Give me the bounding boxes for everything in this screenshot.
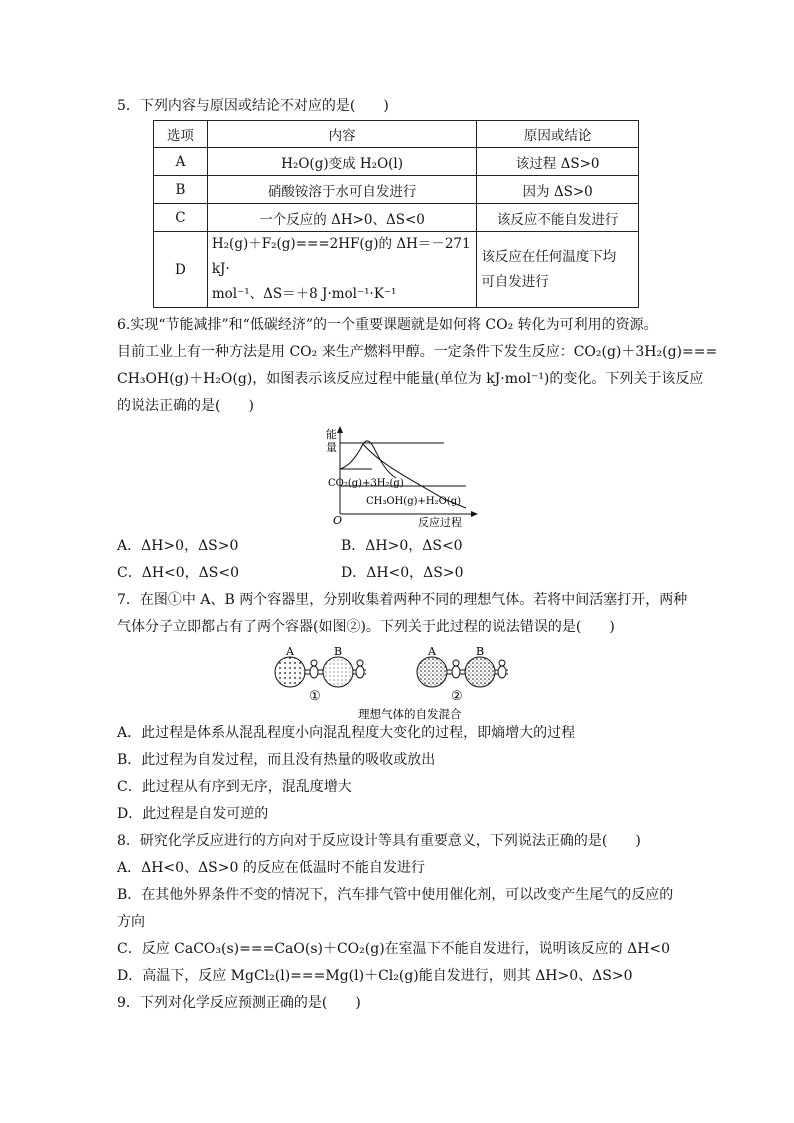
flask-a xyxy=(275,657,305,687)
q7-line: 7．在图①中 A、B 两个容器里，分别收集着两种不同的理想气体。若将中间活塞打开，两种 xyxy=(117,592,688,608)
stopcock-icon xyxy=(310,666,318,678)
q6-line: CH₃OH(g)＋H₂O(g)，如图表示该反应过程中能量(单位为 kJ·mol⁻¹)的变化。下列关于该反应 xyxy=(117,371,704,387)
label-a: A xyxy=(286,646,294,658)
q8-stem: 8．研究化学反应进行的方向对于反应设计等具有重要意义，下列说法正确的是( ) xyxy=(117,833,641,849)
reason-line: 可自发进行 xyxy=(481,273,549,290)
option-cell: D xyxy=(154,232,208,308)
figure-1 xyxy=(275,646,366,704)
stopcock-knob xyxy=(453,660,459,666)
reaction-curve xyxy=(340,441,396,478)
table-row xyxy=(154,204,639,232)
table-row xyxy=(154,232,639,308)
figure-caption: 理想气体的自发混合 xyxy=(358,707,462,721)
q6-option-d: D．ΔH<0，ΔS>0 xyxy=(341,565,464,581)
x-axis-arrow xyxy=(471,511,478,517)
q8-option-d: D．高温下，反应 MgCl₂(l)===Mg(l)＋Cl₂(g)能自发进行，则其 ΔH>0、ΔS>0 xyxy=(117,968,633,984)
table-row xyxy=(154,148,639,176)
option-cell: C xyxy=(154,204,208,232)
table-header: 内容 xyxy=(207,121,476,148)
fig-number-2: ② xyxy=(451,689,463,704)
q6-option-c: C．ΔH<0，ΔS<0 xyxy=(117,565,240,581)
origin-label: O xyxy=(333,514,343,527)
label-a: A xyxy=(428,646,436,658)
q7-line: 气体分子立即都占有了两个容器(如图②)。下列关于此过程的说法错误的是( ) xyxy=(117,619,615,635)
y-label-1: 能 xyxy=(326,428,337,441)
products-label: CH₃OH(g)+H₂O(g) xyxy=(366,496,462,507)
content-cell: H₂O(g)变成 H₂O(l) xyxy=(207,148,476,176)
energy-diagram xyxy=(320,424,480,532)
gas-mixing-figure xyxy=(268,646,528,724)
flask-a xyxy=(417,657,447,687)
fig-number-1: ① xyxy=(309,689,321,704)
figure-2 xyxy=(417,646,508,704)
flask-b xyxy=(465,657,495,687)
q8-option-c: C．反应 CaCO₃(s)===CaO(s)＋CO₂(g)在室温下不能自发进行，说明该反应的 ΔH<0 xyxy=(117,941,671,957)
q6-line: 6.实现“节能减排”和“低碳经济”的一个重要课题就是如何将 CO₂ 转化为可利用的资源。 xyxy=(117,317,658,333)
q7-option-b: B．此过程为自发过程，而且没有热量的吸收或放出 xyxy=(117,752,436,768)
reason-line: 该反应在任何温度下均 xyxy=(481,248,617,265)
q7-option-a: A．此过程是体系从混乱程度小向混乱程度大变化的过程，即熵增大的过程 xyxy=(117,725,576,741)
content-cell: 一个反应的 ΔH>0、ΔS<0 xyxy=(207,204,476,232)
content-line: mol⁻¹、ΔS＝＋8 J·mol⁻¹·K⁻¹ xyxy=(211,286,397,302)
stopcock-knob xyxy=(499,660,505,666)
content-cell xyxy=(207,232,476,308)
q8-option-b-cont: 方向 xyxy=(117,914,145,930)
table-header: 选项 xyxy=(154,121,208,148)
reason-cell: 该反应不能自发进行 xyxy=(477,204,639,232)
y-axis-arrow xyxy=(337,426,343,433)
reason-cell xyxy=(477,232,639,308)
q7-option-d: D．此过程是自发可逆的 xyxy=(117,806,269,822)
table-row xyxy=(154,176,639,204)
option-cell: A xyxy=(154,148,208,176)
stopcock-icon xyxy=(452,666,460,678)
reactants-label: CO₂(g)+3H₂(g) xyxy=(328,478,404,489)
q6-line: 目前工业上有一种方法是用 CO₂ 来生产燃料甲醇。一定条件下发生反应：CO₂(g)＋3H₂(g)=== xyxy=(117,344,718,360)
label-b: B xyxy=(476,646,485,658)
option-cell: B xyxy=(154,176,208,204)
q5-stem: 5．下列内容与原因或结论不对应的是( ) xyxy=(117,98,389,114)
q9-stem: 9．下列对化学反应预测正确的是( ) xyxy=(117,995,361,1011)
q6-option-b: B．ΔH>0，ΔS<0 xyxy=(341,538,463,554)
label-b: B xyxy=(334,646,343,658)
q6-option-a: A．ΔH>0，ΔS>0 xyxy=(117,538,239,554)
q8-option-b: B．在其他外界条件不变的情况下，汽车排气管中使用催化剂，可以改变产生尾气的反应的 xyxy=(117,887,674,903)
flask-b xyxy=(323,657,353,687)
q5-table xyxy=(153,120,639,308)
q6-line: 的说法正确的是( ) xyxy=(117,398,254,414)
stopcock-knob xyxy=(357,660,363,666)
content-cell: 硝酸铵溶于水可自发进行 xyxy=(207,176,476,204)
table-header: 原因或结论 xyxy=(477,121,639,148)
y-label-2: 量 xyxy=(326,441,337,454)
x-label: 反应过程 xyxy=(418,516,462,529)
reason-cell: 该过程 ΔS>0 xyxy=(477,148,639,176)
stopcock-knob xyxy=(311,660,317,666)
reason-cell: 因为 ΔS>0 xyxy=(477,176,639,204)
content-line: H₂(g)＋F₂(g)===2HF(g)的 ΔH＝－271 kJ· xyxy=(211,236,471,277)
stopcock-icon xyxy=(498,666,506,678)
q7-option-c: C．此过程从有序到无序，混乱度增大 xyxy=(117,779,352,795)
q8-option-a: A．ΔH<0、ΔS>0 的反应在低温时不能自发进行 xyxy=(117,860,425,876)
stopcock-icon xyxy=(356,666,364,678)
